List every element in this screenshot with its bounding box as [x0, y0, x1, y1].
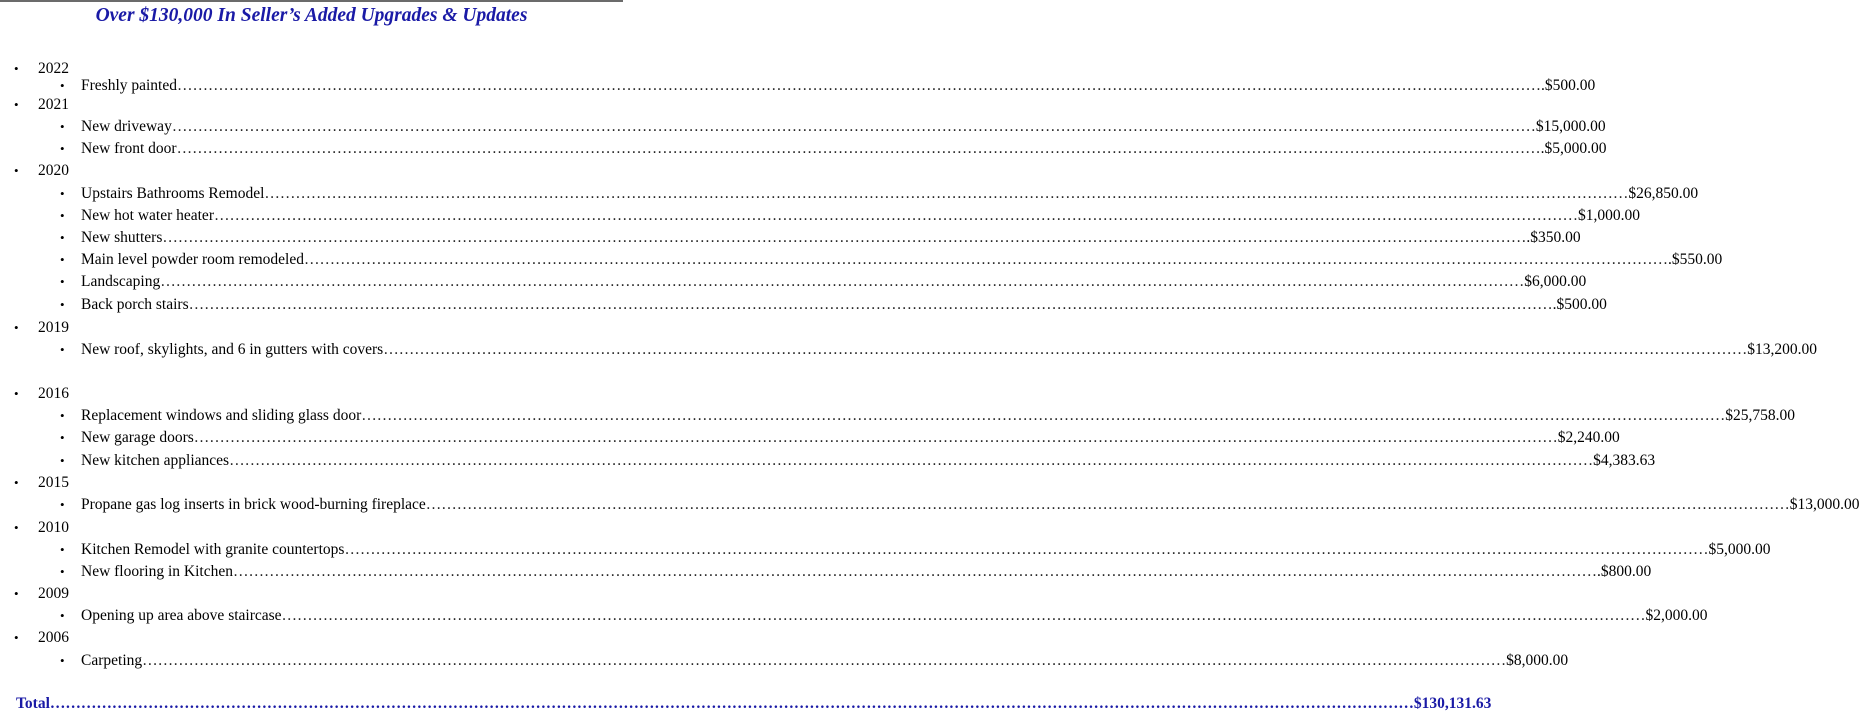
year-heading	[0, 518, 623, 538]
item-description: Freshly painted	[81, 77, 177, 94]
bullet-icon: •	[14, 97, 19, 112]
item-amount: $13,200.00	[1747, 341, 1817, 358]
upgrade-item	[0, 206, 1640, 226]
item-description: New hot water heater	[81, 207, 214, 224]
total-leader-dots: …………………………………………………………………………………………………………………………………………………………………………………………………………………………………………	[49, 695, 1414, 712]
item-line	[81, 272, 1587, 292]
item-amount: $8,000.00	[1506, 652, 1569, 669]
item-description: New roof, skylights, and 6 in gutters with covers	[81, 341, 384, 358]
upgrade-item	[0, 117, 1606, 137]
item-description: Upstairs Bathrooms Remodel	[81, 185, 265, 202]
bullet-icon: •	[60, 342, 65, 357]
item-description: New garage doors	[81, 429, 194, 446]
item-line	[81, 406, 1795, 426]
item-line	[81, 562, 1652, 582]
upgrade-item	[0, 184, 1699, 204]
bullet-icon: •	[60, 653, 65, 668]
upgrade-item	[0, 228, 1581, 248]
item-amount: $6,000.00	[1524, 273, 1587, 290]
upgrade-item	[0, 451, 1656, 471]
upgrade-item	[0, 651, 1569, 671]
upgrade-item	[0, 295, 1607, 315]
bullet-icon: •	[60, 542, 65, 557]
upgrade-item	[0, 606, 1708, 626]
item-amount: $2,240.00	[1557, 429, 1620, 446]
item-amount: $1,000.00	[1577, 207, 1640, 224]
upgrade-item	[0, 340, 1817, 360]
item-line	[81, 76, 1596, 96]
item-line	[81, 428, 1620, 448]
page-title: Over $130,000 In Seller’s Added Upgrades & Updates	[95, 5, 528, 26]
item-description: Opening up area above staircase	[81, 607, 282, 624]
upgrade-item	[0, 495, 1860, 515]
bullet-icon: •	[14, 163, 19, 178]
bullet-icon: •	[60, 186, 65, 201]
leader-dots: …………………………………………………………………………………………………………………………………………………………………………………………………………………………………………	[281, 607, 1646, 624]
bullet-icon: •	[60, 608, 65, 623]
year-heading	[0, 584, 623, 604]
leader-dots: …………………………………………………………………………………………………………………………………………………………………………………………………………………………………………	[176, 140, 1541, 157]
item-line	[81, 606, 1708, 626]
leader-dots: …………………………………………………………………………………………………………………………………………………………………………………………………………………………………………	[383, 341, 1748, 358]
bullet-icon: •	[14, 61, 19, 76]
leader-dots: …………………………………………………………………………………………………………………………………………………………………………………………………………………………………………	[264, 185, 1629, 202]
item-amount: $2,000.00	[1645, 607, 1708, 624]
bullet-icon: •	[60, 78, 65, 93]
bullet-icon: •	[60, 408, 65, 423]
item-description: New shutters	[81, 229, 163, 246]
bullet-icon: •	[60, 430, 65, 445]
item-description: New flooring in Kitchen	[81, 563, 233, 580]
leader-dots: …………………………………………………………………………………………………………………………………………………………………………………………………………………………………………	[171, 118, 1536, 135]
year-label: 2019	[38, 319, 69, 336]
total-row	[16, 694, 1492, 714]
year-label: 2015	[38, 474, 69, 491]
item-description: New kitchen appliances	[81, 452, 230, 469]
item-line	[81, 250, 1723, 270]
item-description: Landscaping	[81, 273, 161, 290]
leader-dots: …………………………………………………………………………………………………………………………………………………………………………………………………………………………………………	[232, 563, 1597, 580]
bullet-icon: •	[60, 274, 65, 289]
item-amount: $5,000.00	[1708, 541, 1771, 558]
year-label: 2016	[38, 385, 69, 402]
year-label: 2022	[38, 60, 69, 77]
item-line	[81, 117, 1606, 137]
item-line	[81, 295, 1607, 315]
item-line	[81, 206, 1640, 226]
leader-dots: …………………………………………………………………………………………………………………………………………………………………………………………………………………………………………	[188, 296, 1553, 313]
item-amount: .$800.00	[1596, 563, 1652, 580]
year-label: 2009	[38, 585, 69, 602]
bullet-icon: •	[60, 208, 65, 223]
item-amount: $15,000.00	[1535, 118, 1606, 135]
bullet-icon: •	[14, 586, 19, 601]
item-description: Propane gas log inserts in brick wood-burning fireplace	[81, 496, 426, 513]
upgrade-item	[0, 562, 1652, 582]
item-description: New driveway	[81, 118, 172, 135]
year-heading	[0, 161, 623, 181]
item-amount: $26,850.00	[1628, 185, 1699, 202]
leader-dots: …………………………………………………………………………………………………………………………………………………………………………………………………………………………………………	[162, 229, 1527, 246]
leader-dots: …………………………………………………………………………………………………………………………………………………………………………………………………………………………………………	[425, 496, 1790, 513]
bullet-icon: •	[60, 453, 65, 468]
year-heading	[0, 628, 623, 648]
item-description: Kitchen Remodel with granite countertops	[81, 541, 345, 558]
item-line	[81, 340, 1817, 360]
total-label: Total	[16, 695, 50, 712]
item-line	[81, 495, 1860, 515]
item-description: Back porch stairs	[81, 296, 189, 313]
item-description: Replacement windows and sliding glass door	[81, 407, 362, 424]
upgrade-item	[0, 540, 1771, 560]
top-border-line	[0, 0, 623, 2]
bullet-icon: •	[14, 386, 19, 401]
item-amount: $25,758.00	[1725, 407, 1795, 424]
leader-dots: …………………………………………………………………………………………………………………………………………………………………………………………………………………………………………	[160, 273, 1525, 290]
bullet-icon: •	[14, 475, 19, 490]
bullet-icon: •	[60, 564, 65, 579]
year-label: 2010	[38, 519, 69, 536]
item-description: Carpeting	[81, 652, 143, 669]
item-line	[81, 651, 1569, 671]
leader-dots: …………………………………………………………………………………………………………………………………………………………………………………………………………………………………………	[177, 77, 1541, 94]
total-amount: $130,131.63	[1413, 695, 1492, 712]
item-amount: .$350.00	[1526, 229, 1581, 246]
item-amount: .$500.00	[1552, 296, 1607, 313]
leader-dots: …………………………………………………………………………………………………………………………………………………………………………………………………………………………………………	[213, 207, 1578, 224]
item-amount: $4,383.63	[1593, 452, 1656, 469]
leader-dots: …………………………………………………………………………………………………………………………………………………………………………………………………………………………………………	[229, 452, 1594, 469]
year-heading	[0, 318, 623, 338]
item-line	[81, 451, 1656, 471]
item-amount: .$5,000.00	[1540, 140, 1607, 157]
bullet-icon: •	[60, 297, 65, 312]
item-line	[81, 228, 1581, 248]
upgrade-item	[0, 250, 1723, 270]
leader-dots: …………………………………………………………………………………………………………………………………………………………………………………………………………………………………………	[193, 429, 1558, 446]
upgrade-item	[0, 406, 1795, 426]
year-heading	[0, 95, 623, 115]
leader-dots: …………………………………………………………………………………………………………………………………………………………………………………………………………………………………………	[361, 407, 1726, 424]
bullet-icon: •	[60, 230, 65, 245]
year-heading	[0, 473, 623, 493]
item-description: New front door	[81, 140, 177, 157]
bullet-icon: •	[60, 252, 65, 267]
year-heading	[0, 384, 623, 404]
leader-dots: …………………………………………………………………………………………………………………………………………………………………………………………………………………………………………	[344, 541, 1709, 558]
item-amount: .$500.00	[1541, 77, 1596, 94]
item-line	[81, 184, 1699, 204]
bullet-icon: •	[14, 630, 19, 645]
year-label: 2021	[38, 96, 69, 113]
bullet-icon: •	[60, 141, 65, 156]
bullet-icon: •	[60, 119, 65, 134]
year-label: 2006	[38, 629, 69, 646]
year-label: 2020	[38, 162, 69, 179]
item-amount: $13,000.00	[1789, 496, 1860, 513]
bullet-icon: •	[60, 497, 65, 512]
upgrade-item	[0, 428, 1620, 448]
upgrade-item	[0, 272, 1587, 292]
bullet-icon: •	[14, 520, 19, 535]
item-line	[81, 139, 1607, 159]
upgrade-item	[0, 76, 1596, 96]
item-amount: .$550.00	[1667, 251, 1723, 268]
bullet-icon: •	[14, 320, 19, 335]
upgrade-item	[0, 139, 1607, 159]
item-line	[81, 540, 1771, 560]
leader-dots: …………………………………………………………………………………………………………………………………………………………………………………………………………………………………………	[303, 251, 1668, 268]
item-description: Main level powder room remodeled	[81, 251, 304, 268]
leader-dots: …………………………………………………………………………………………………………………………………………………………………………………………………………………………………………	[142, 652, 1507, 669]
